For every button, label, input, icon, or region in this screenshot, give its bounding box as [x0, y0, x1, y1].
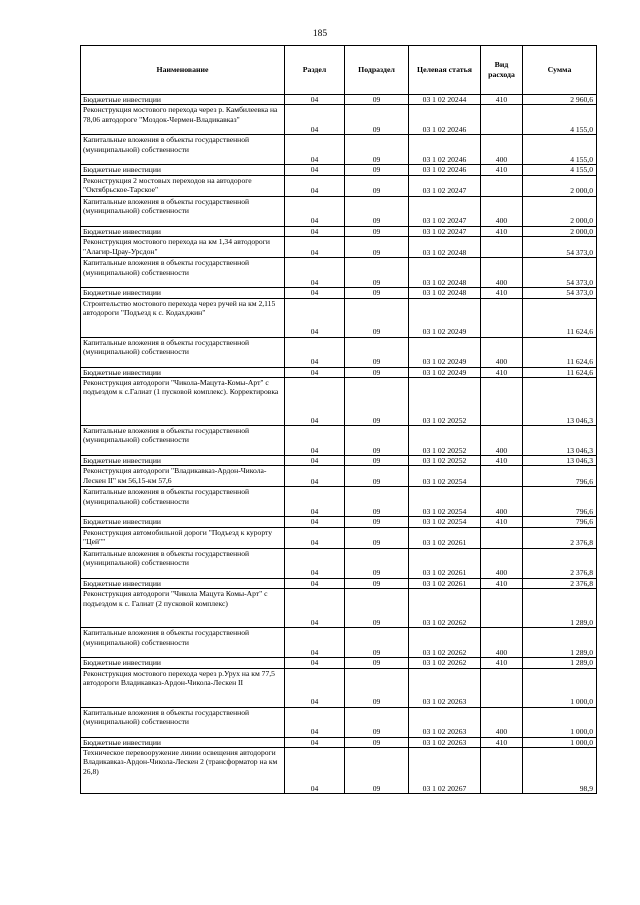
cell-vid: 410 — [481, 226, 523, 236]
table-row — [81, 658, 597, 668]
cell-razdel: 04 — [285, 658, 345, 668]
cell-vid: 410 — [481, 288, 523, 298]
cell-vid: 400 — [481, 196, 523, 226]
table-row — [81, 707, 597, 737]
cell-name: Капитальные вложения в объекты государственной (муниципальной) собственности — [81, 196, 285, 226]
cell-vid: 410 — [481, 165, 523, 175]
cell-podrazdel: 09 — [345, 196, 409, 226]
cell-name: Бюджетные инвестиции — [81, 578, 285, 588]
table-row — [81, 578, 597, 588]
cell-summa: 2 000,0 — [523, 196, 597, 226]
cell-podrazdel: 09 — [345, 165, 409, 175]
header-razdel: Раздел — [285, 46, 345, 95]
cell-podrazdel: 09 — [345, 589, 409, 628]
table-row — [81, 748, 597, 794]
cell-summa: 2 000,0 — [523, 175, 597, 196]
cell-summa: 796,6 — [523, 487, 597, 517]
table-header-row — [81, 46, 597, 95]
cell-statya: 03 1 02 20263 — [409, 707, 481, 737]
cell-statya: 03 1 02 20248 — [409, 237, 481, 258]
cell-summa: 2 376,8 — [523, 578, 597, 588]
cell-razdel: 04 — [285, 196, 345, 226]
cell-name: Капитальные вложения в объекты государственной (муниципальной) собственности — [81, 258, 285, 288]
cell-statya: 03 1 02 20249 — [409, 298, 481, 337]
table-row — [81, 135, 597, 165]
table-row — [81, 628, 597, 658]
table-header — [81, 46, 597, 95]
table-row — [81, 95, 597, 105]
cell-podrazdel: 09 — [345, 578, 409, 588]
cell-podrazdel: 09 — [345, 258, 409, 288]
cell-vid: 410 — [481, 456, 523, 466]
cell-vid — [481, 378, 523, 426]
cell-razdel: 04 — [285, 95, 345, 105]
cell-name: Бюджетные инвестиции — [81, 288, 285, 298]
cell-razdel: 04 — [285, 487, 345, 517]
cell-razdel: 04 — [285, 517, 345, 527]
table-row — [81, 668, 597, 707]
cell-podrazdel: 09 — [345, 95, 409, 105]
cell-podrazdel: 09 — [345, 668, 409, 707]
cell-statya: 03 1 02 20247 — [409, 175, 481, 196]
page-number: 185 — [312, 29, 328, 39]
header-summa: Сумма — [523, 46, 597, 95]
cell-summa: 11 624,6 — [523, 367, 597, 377]
cell-vid — [481, 589, 523, 628]
cell-podrazdel: 09 — [345, 105, 409, 135]
cell-razdel: 04 — [285, 748, 345, 794]
cell-vid — [481, 237, 523, 258]
cell-summa: 2 960,6 — [523, 95, 597, 105]
cell-podrazdel: 09 — [345, 226, 409, 236]
cell-vid — [481, 105, 523, 135]
cell-summa: 11 624,6 — [523, 298, 597, 337]
cell-summa: 1 000,0 — [523, 668, 597, 707]
table-row — [81, 456, 597, 466]
header-podrazdel: Подраздел — [345, 46, 409, 95]
cell-summa: 11 624,6 — [523, 337, 597, 367]
cell-podrazdel: 09 — [345, 135, 409, 165]
cell-statya: 03 1 02 20262 — [409, 589, 481, 628]
cell-summa: 4 155,0 — [523, 105, 597, 135]
cell-statya: 03 1 02 20263 — [409, 668, 481, 707]
table-row — [81, 589, 597, 628]
table-row — [81, 105, 597, 135]
header-vid: Вид расхода — [481, 46, 523, 95]
cell-razdel: 04 — [285, 426, 345, 456]
cell-statya: 03 1 02 20247 — [409, 226, 481, 236]
cell-vid: 410 — [481, 658, 523, 668]
cell-statya: 03 1 02 20248 — [409, 258, 481, 288]
cell-summa: 54 373,0 — [523, 237, 597, 258]
cell-name: Бюджетные инвестиции — [81, 165, 285, 175]
cell-podrazdel: 09 — [345, 175, 409, 196]
cell-summa: 1 289,0 — [523, 589, 597, 628]
table-row — [81, 298, 597, 337]
cell-statya: 03 1 02 20244 — [409, 95, 481, 105]
cell-name: Реконструкция мостового перехода на км 1,34 автодороги "Алагир-Црау-Урсдон" — [81, 237, 285, 258]
cell-vid — [481, 175, 523, 196]
cell-summa: 54 373,0 — [523, 288, 597, 298]
cell-name: Капитальные вложения в объекты государственной (муниципальной) собственности — [81, 707, 285, 737]
cell-summa: 98,9 — [523, 748, 597, 794]
cell-razdel: 04 — [285, 668, 345, 707]
cell-statya: 03 1 02 20263 — [409, 737, 481, 747]
cell-razdel: 04 — [285, 135, 345, 165]
table-row — [81, 737, 597, 747]
cell-podrazdel: 09 — [345, 487, 409, 517]
cell-vid — [481, 527, 523, 548]
cell-vid: 410 — [481, 517, 523, 527]
budget-table — [80, 45, 597, 794]
cell-statya: 03 1 02 20267 — [409, 748, 481, 794]
table-row — [81, 175, 597, 196]
cell-statya: 03 1 02 20261 — [409, 527, 481, 548]
cell-summa: 1 000,0 — [523, 707, 597, 737]
table-row — [81, 466, 597, 487]
cell-razdel: 04 — [285, 258, 345, 288]
cell-podrazdel: 09 — [345, 658, 409, 668]
cell-summa: 13 046,3 — [523, 378, 597, 426]
cell-podrazdel: 09 — [345, 628, 409, 658]
cell-name: Капитальные вложения в объекты государственной (муниципальной) собственности — [81, 487, 285, 517]
cell-summa: 2 376,8 — [523, 527, 597, 548]
cell-name: Реконструкция автодороги "Чикола-Мацута-Комы-Арт" с подъездом к с.Галиат (1 пусковой комплекс). Корректировка — [81, 378, 285, 426]
cell-podrazdel: 09 — [345, 527, 409, 548]
cell-podrazdel: 09 — [345, 456, 409, 466]
cell-summa: 4 155,0 — [523, 165, 597, 175]
cell-vid: 400 — [481, 707, 523, 737]
cell-summa: 4 155,0 — [523, 135, 597, 165]
table-row — [81, 288, 597, 298]
cell-podrazdel: 09 — [345, 466, 409, 487]
table-body — [81, 95, 597, 794]
cell-vid: 410 — [481, 737, 523, 747]
header-name: Наименование — [81, 46, 285, 95]
cell-razdel: 04 — [285, 578, 345, 588]
table-row — [81, 548, 597, 578]
cell-razdel: 04 — [285, 165, 345, 175]
cell-statya: 03 1 02 20246 — [409, 105, 481, 135]
cell-vid: 400 — [481, 135, 523, 165]
cell-vid: 410 — [481, 578, 523, 588]
cell-statya: 03 1 02 20247 — [409, 196, 481, 226]
cell-statya: 03 1 02 20249 — [409, 337, 481, 367]
cell-razdel: 04 — [285, 527, 345, 548]
cell-podrazdel: 09 — [345, 237, 409, 258]
cell-razdel: 04 — [285, 288, 345, 298]
cell-razdel: 04 — [285, 237, 345, 258]
table-row — [81, 196, 597, 226]
cell-summa: 54 373,0 — [523, 258, 597, 288]
cell-summa: 2 000,0 — [523, 226, 597, 236]
cell-podrazdel: 09 — [345, 548, 409, 578]
cell-name: Капитальные вложения в объекты государственной (муниципальной) собственности — [81, 135, 285, 165]
cell-razdel: 04 — [285, 367, 345, 377]
cell-vid — [481, 748, 523, 794]
cell-vid: 410 — [481, 95, 523, 105]
cell-razdel: 04 — [285, 298, 345, 337]
cell-razdel: 04 — [285, 226, 345, 236]
cell-name: Бюджетные инвестиции — [81, 737, 285, 747]
cell-vid: 410 — [481, 367, 523, 377]
cell-summa: 13 046,3 — [523, 426, 597, 456]
cell-razdel: 04 — [285, 337, 345, 367]
cell-statya: 03 1 02 20252 — [409, 378, 481, 426]
table-row — [81, 517, 597, 527]
header-statya: Целевая статья — [409, 46, 481, 95]
table-row — [81, 487, 597, 517]
cell-name: Реконструкция мостового перехода через р.Урух на км 77,5 автодороги Владикавказ-Ардон-Чикола-Лескен II — [81, 668, 285, 707]
cell-statya: 03 1 02 20252 — [409, 456, 481, 466]
cell-vid — [481, 466, 523, 487]
cell-statya: 03 1 02 20252 — [409, 426, 481, 456]
cell-podrazdel: 09 — [345, 748, 409, 794]
cell-name: Реконструкция автомобильной дороги "Подъезд к курорту "Цей"" — [81, 527, 285, 548]
cell-razdel: 04 — [285, 628, 345, 658]
cell-razdel: 04 — [285, 707, 345, 737]
cell-name: Капитальные вложения в объекты государственной (муниципальной) собственности — [81, 548, 285, 578]
cell-statya: 03 1 02 20246 — [409, 165, 481, 175]
cell-vid: 400 — [481, 337, 523, 367]
cell-vid — [481, 668, 523, 707]
cell-vid — [481, 298, 523, 337]
cell-podrazdel: 09 — [345, 737, 409, 747]
table-row — [81, 527, 597, 548]
cell-name: Реконструкция мостового перехода через р. Камбилеевка на 78,06 автодороге "Моздок-Чермен-Владикавказ" — [81, 105, 285, 135]
cell-name: Бюджетные инвестиции — [81, 367, 285, 377]
cell-summa: 1 289,0 — [523, 628, 597, 658]
cell-name: Капитальные вложения в объекты государственной (муниципальной) собственности — [81, 337, 285, 367]
cell-summa: 796,6 — [523, 466, 597, 487]
cell-name: Капитальные вложения в объекты государственной (муниципальной) собственности — [81, 628, 285, 658]
cell-razdel: 04 — [285, 175, 345, 196]
table-row — [81, 226, 597, 236]
table-row — [81, 378, 597, 426]
table-row — [81, 426, 597, 456]
cell-razdel: 04 — [285, 737, 345, 747]
table-row — [81, 367, 597, 377]
cell-name: Бюджетные инвестиции — [81, 517, 285, 527]
cell-name: Реконструкция автодороги "Владикавказ-Ардон-Чикола-Лескен II" км 56,15-км 57,6 — [81, 466, 285, 487]
cell-statya: 03 1 02 20249 — [409, 367, 481, 377]
cell-statya: 03 1 02 20254 — [409, 487, 481, 517]
cell-statya: 03 1 02 20246 — [409, 135, 481, 165]
cell-name: Строительство мостового перехода через ручей на км 2,115 автодороги "Подъезд к с. Кодахджин" — [81, 298, 285, 337]
cell-name: Бюджетные инвестиции — [81, 226, 285, 236]
cell-name: Бюджетные инвестиции — [81, 456, 285, 466]
cell-name: Техническое перевооружение линии освещения автодороги Владикавказ-Ардон-Чикола-Лескен 2 (трансформатор на км 26,8) — [81, 748, 285, 794]
cell-podrazdel: 09 — [345, 378, 409, 426]
cell-statya: 03 1 02 20261 — [409, 578, 481, 588]
cell-podrazdel: 09 — [345, 367, 409, 377]
cell-podrazdel: 09 — [345, 337, 409, 367]
cell-razdel: 04 — [285, 589, 345, 628]
cell-summa: 1 000,0 — [523, 737, 597, 747]
cell-vid: 400 — [481, 258, 523, 288]
cell-statya: 03 1 02 20248 — [409, 288, 481, 298]
cell-name: Капитальные вложения в объекты государственной (муниципальной) собственности — [81, 426, 285, 456]
cell-podrazdel: 09 — [345, 288, 409, 298]
table-row — [81, 337, 597, 367]
cell-summa: 796,6 — [523, 517, 597, 527]
cell-podrazdel: 09 — [345, 426, 409, 456]
cell-name: Реконструкция 2 мостовых переходов на автодороге "Октябрьское-Тарское" — [81, 175, 285, 196]
cell-razdel: 04 — [285, 105, 345, 135]
cell-vid: 400 — [481, 426, 523, 456]
cell-statya: 03 1 02 20262 — [409, 658, 481, 668]
cell-vid: 400 — [481, 548, 523, 578]
cell-vid: 400 — [481, 628, 523, 658]
cell-name: Бюджетные инвестиции — [81, 658, 285, 668]
table-row — [81, 237, 597, 258]
cell-podrazdel: 09 — [345, 298, 409, 337]
cell-statya: 03 1 02 20254 — [409, 466, 481, 487]
cell-vid: 400 — [481, 487, 523, 517]
table-row — [81, 258, 597, 288]
cell-statya: 03 1 02 20254 — [409, 517, 481, 527]
cell-name: Реконструкция автодороги "Чикола Мацута Комы-Арт" с подъездом к с. Галиат (2 пусковой комплекс) — [81, 589, 285, 628]
cell-razdel: 04 — [285, 456, 345, 466]
cell-summa: 13 046,3 — [523, 456, 597, 466]
cell-summa: 1 289,0 — [523, 658, 597, 668]
cell-summa: 2 376,8 — [523, 548, 597, 578]
cell-name: Бюджетные инвестиции — [81, 95, 285, 105]
table-row — [81, 165, 597, 175]
cell-statya: 03 1 02 20262 — [409, 628, 481, 658]
cell-razdel: 04 — [285, 378, 345, 426]
cell-podrazdel: 09 — [345, 517, 409, 527]
cell-razdel: 04 — [285, 466, 345, 487]
cell-razdel: 04 — [285, 548, 345, 578]
cell-podrazdel: 09 — [345, 707, 409, 737]
cell-statya: 03 1 02 20261 — [409, 548, 481, 578]
